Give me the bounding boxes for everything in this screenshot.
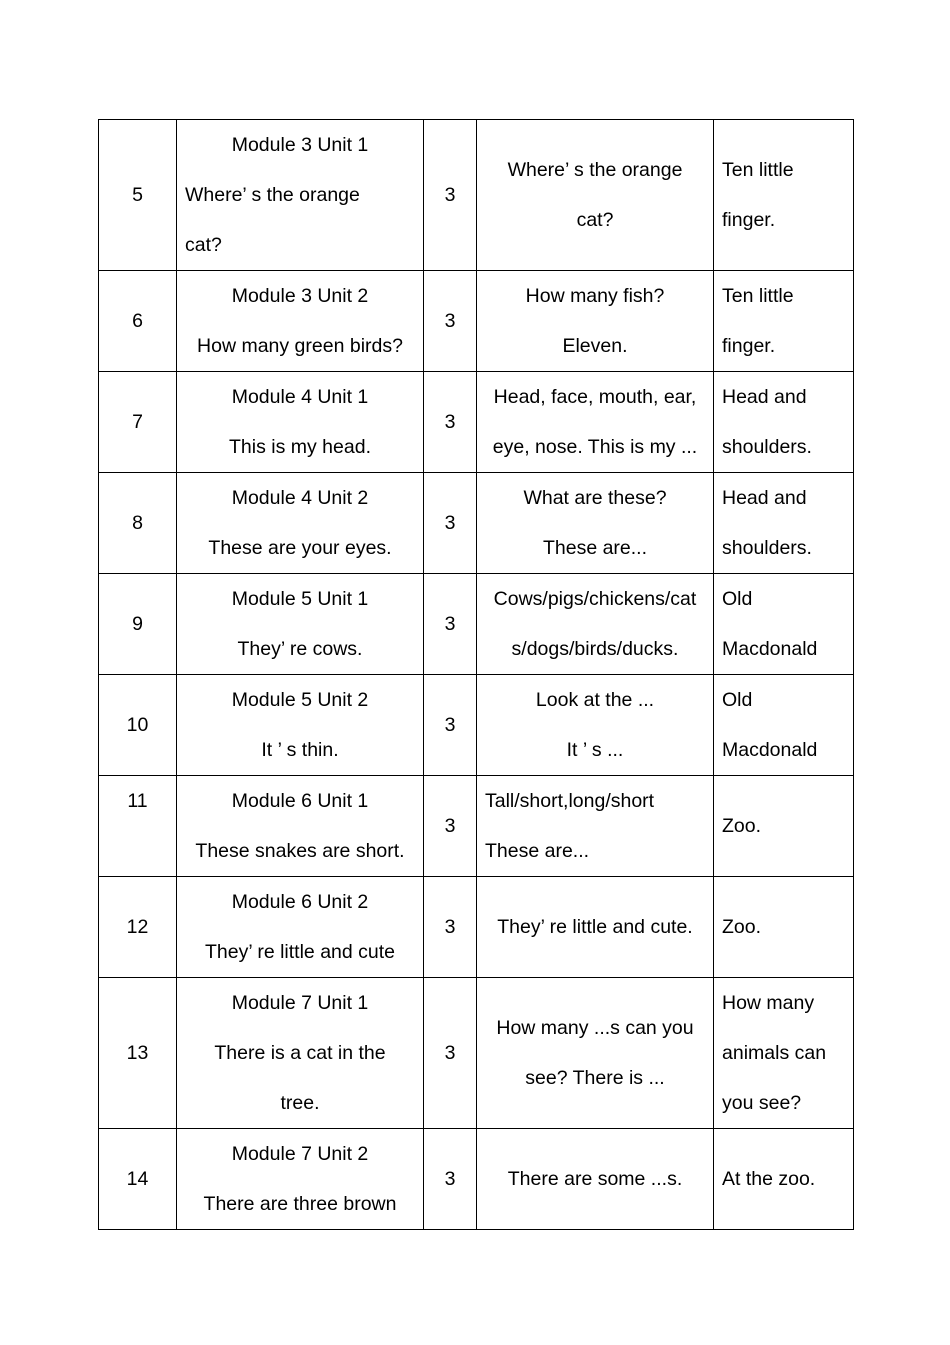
period-count: 3: [424, 675, 477, 776]
song: Ten little finger.: [714, 120, 854, 271]
lesson-plan-table: [98, 119, 854, 1230]
table-row: [99, 1129, 854, 1230]
song: Head and shoulders.: [714, 372, 854, 473]
key-content: Look at the ... It ’ s ...: [477, 675, 714, 776]
table-row: [99, 473, 854, 574]
table-row: [99, 372, 854, 473]
table-row: [99, 120, 854, 271]
key-content: They’ re little and cute.: [477, 877, 714, 978]
song: At the zoo.: [714, 1129, 854, 1230]
lesson-title: Module 7 Unit 1 There is a cat in the tree.: [177, 978, 424, 1129]
table-row: [99, 776, 854, 877]
key-content: Tall/short,long/short These are...: [477, 776, 714, 877]
lesson-title: Module 6 Unit 1 These snakes are short.: [177, 776, 424, 877]
lesson-number: 8: [99, 473, 177, 574]
period-count: 3: [424, 1129, 477, 1230]
lesson-number: 9: [99, 574, 177, 675]
song: Old Macdonald: [714, 574, 854, 675]
table-row: [99, 271, 854, 372]
table-row: [99, 574, 854, 675]
lesson-number: 12: [99, 877, 177, 978]
song: Head and shoulders.: [714, 473, 854, 574]
lesson-title: Module 4 Unit 2 These are your eyes.: [177, 473, 424, 574]
table-row: [99, 978, 854, 1129]
lesson-number: 14: [99, 1129, 177, 1230]
lesson-number: 6: [99, 271, 177, 372]
lesson-number: 5: [99, 120, 177, 271]
lesson-title: Module 4 Unit 1 This is my head.: [177, 372, 424, 473]
lesson-number: 11: [99, 776, 177, 877]
period-count: 3: [424, 776, 477, 877]
lesson-title: Module 7 Unit 2 There are three brown: [177, 1129, 424, 1230]
song: Zoo.: [714, 776, 854, 877]
period-count: 3: [424, 473, 477, 574]
period-count: 3: [424, 271, 477, 372]
period-count: 3: [424, 877, 477, 978]
song: Ten little finger.: [714, 271, 854, 372]
key-content: What are these? These are...: [477, 473, 714, 574]
key-content: There are some ...s.: [477, 1129, 714, 1230]
lesson-number: 10: [99, 675, 177, 776]
lesson-title: Module 3 Unit 2 How many green birds?: [177, 271, 424, 372]
lesson-title: Module 3 Unit 1 Where’ s the orange cat?: [177, 120, 424, 271]
key-content: Where’ s the orange cat?: [477, 120, 714, 271]
song: Old Macdonald: [714, 675, 854, 776]
period-count: 3: [424, 574, 477, 675]
key-content: Cows/pigs/chickens/cat s/dogs/birds/ducks.: [477, 574, 714, 675]
key-content: Head, face, mouth, ear, eye, nose. This is my ...: [477, 372, 714, 473]
period-count: 3: [424, 978, 477, 1129]
song: How many animals can you see?: [714, 978, 854, 1129]
period-count: 3: [424, 372, 477, 473]
lesson-title: Module 5 Unit 2 It ’ s thin.: [177, 675, 424, 776]
lesson-title: Module 6 Unit 2 They’ re little and cute: [177, 877, 424, 978]
key-content: How many ...s can you see? There is ...: [477, 978, 714, 1129]
table-row: [99, 675, 854, 776]
key-content: How many fish? Eleven.: [477, 271, 714, 372]
lesson-title: Module 5 Unit 1 They’ re cows.: [177, 574, 424, 675]
lesson-number: 7: [99, 372, 177, 473]
period-count: 3: [424, 120, 477, 271]
table-row: [99, 877, 854, 978]
lesson-number: 13: [99, 978, 177, 1129]
song: Zoo.: [714, 877, 854, 978]
